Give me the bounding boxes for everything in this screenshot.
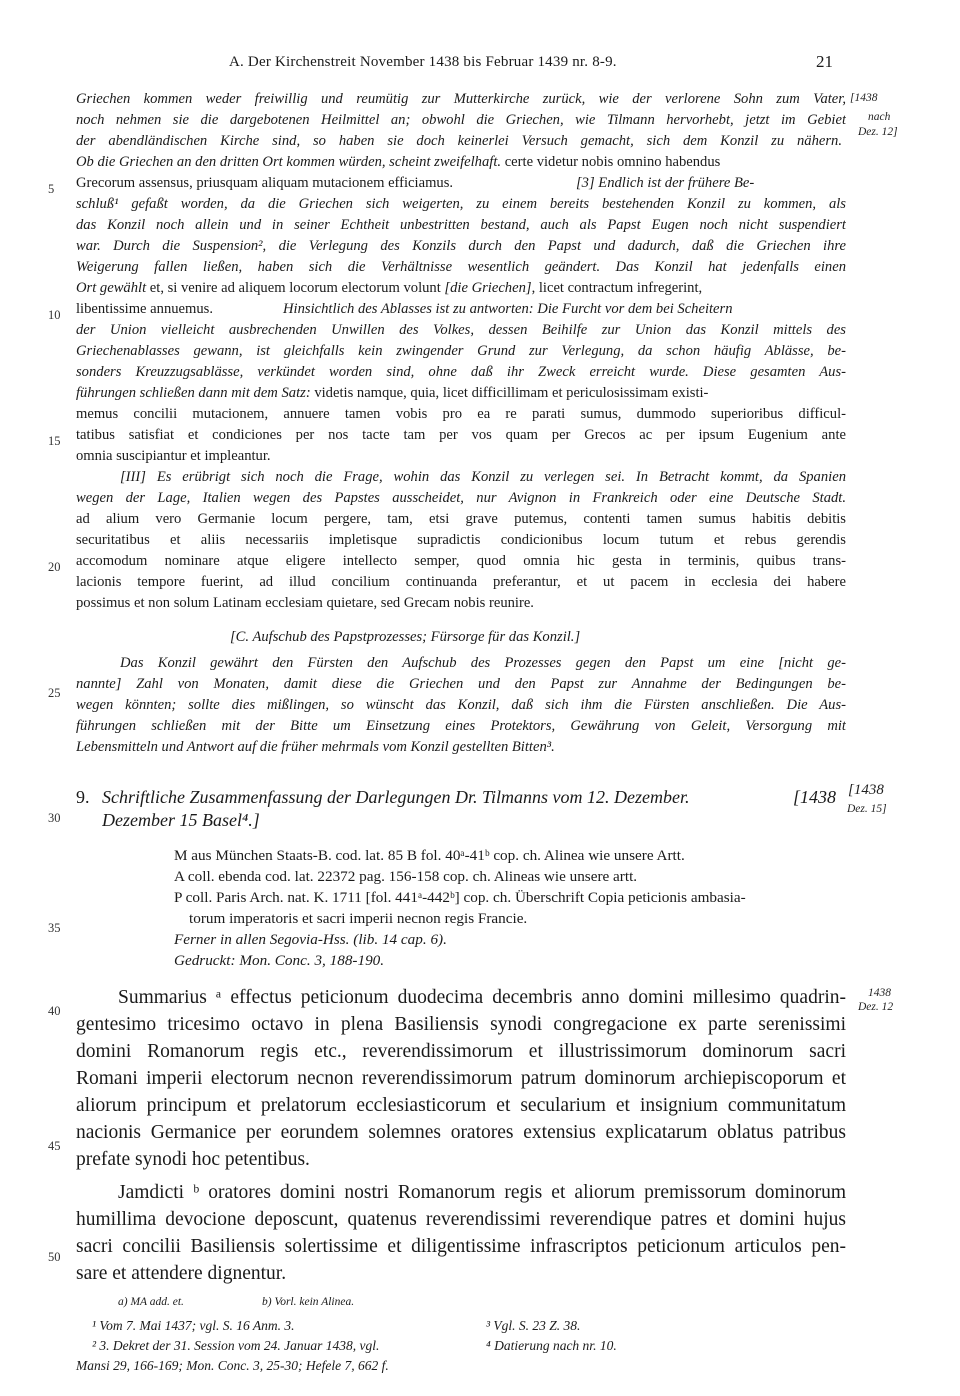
source-line: torum imperatoris et sacri imperii necnon regis Francie.	[189, 910, 528, 927]
text-run: Ort gewählt	[76, 280, 147, 296]
footnote: ⁴ Datierung nach nr. 10.	[486, 1338, 617, 1353]
line-number: 30	[48, 811, 61, 825]
body-line: domini Romanorum regis etc., reverendissimorum et illustrissimorum dominorum sacri	[76, 1041, 846, 1062]
footnote: ¹ Vom 7. Mai 1437; vgl. S. 16 Anm. 3.	[92, 1318, 295, 1333]
footnote: ² 3. Dekret der 31. Session vom 24. Januar 1438, vgl.	[92, 1338, 380, 1353]
text-line: omnia suscipiantur et impleantur.	[76, 448, 271, 464]
page-header	[0, 52, 960, 76]
section-heading: [C. Aufschub des Papstprozesses; Fürsorge für das Konzil.]	[230, 629, 581, 645]
text-line: Griechen kommen weder freiwillig und reumütig zur Mutterkirche zurück, wie der verlorene Sohn zum Vater,	[76, 91, 846, 107]
line-number: 20	[48, 560, 61, 574]
text-line: accomodum nominare atque eligere intellecto semper, quod omnia hic gesta in terminis, quibus trans-	[76, 553, 846, 569]
text-run: certe videtur nobis omnino habendus	[501, 154, 721, 170]
text-line: sonders Kreuzzugsablässe, verkündet worden sind, ohne daß ihr Zweck erreicht wurde. Diese gesamten Aus-	[76, 364, 846, 380]
text-line: nannte] Zahl von Monaten, damit diese die Griechen und den Papst zur Annahme der Bedingungen be-	[76, 676, 846, 692]
text-run: videtis namque, quia, licet difficillimam et periculosissimam existi-	[310, 385, 709, 401]
body-line: Romani imperii electorum necnon reverendissimorum patrum dominorum archiepiscoporum et	[76, 1068, 846, 1089]
text-run: führungen schließen dann mit dem Satz:	[76, 385, 311, 401]
text-line: wegen könnten; sollte dies mißlingen, so wünscht das Konzil, daß sich ihm die Fürsten anschließen. Die Aus-	[76, 697, 846, 713]
text-run: Grecorum assensus, priusquam aliquam mutacionem efficiamus.	[76, 175, 454, 191]
line-number: 25	[48, 686, 61, 700]
source-line: A coll. ebenda cod. lat. 22372 pag. 156-158 cop. ch. Alineas wie unsere artt.	[174, 868, 638, 885]
text-line: tatibus satisfiat et condiciones per nos tacte tam per vos quam per Grecos ac per ipsum Eugenium ante	[76, 427, 846, 443]
body-line: Jamdicti ᵇ oratores domini nostri Romanorum regis et aliorum premissorum dominorum	[118, 1182, 846, 1203]
text-line	[76, 383, 846, 404]
document-number: 9.	[76, 787, 90, 807]
margin-date: [1438	[848, 782, 884, 798]
text-line: noch nehmen sie die dargebotenen Heilmittel an; obwohl die Griechen, wie Tilmann hervorhebt, jetzt im Gebiet	[76, 112, 846, 128]
text-line: lacionis tempore fuerint, ad illud concilium continuanda preferantur, et ut pacem in ecclesia dei habere	[76, 574, 846, 590]
text-line: war. Durch die Suspension², die Verlegung des Konzils durch den Papst und dadurch, daß die Griechen ihre	[76, 238, 846, 254]
document-title-text: Schriftliche Zusammenfassung der Darlegungen Dr. Tilmanns vom 12. Dezember.	[102, 787, 690, 807]
text-line: Weigerung fallen ließen, haben sich die Verhältnisse wesentlich geändert. Das Konzil hat jedenfalls einen	[76, 259, 846, 275]
margin-date: Dez. 12]	[858, 126, 898, 138]
text-run: et, si venire ad aliquem locorum electorum volunt	[146, 280, 445, 296]
source-line: Gedruckt: Mon. Conc. 3, 188-190.	[174, 952, 385, 969]
text-run: Ob die Griechen an den dritten Ort kommen würden, scheint zweifelhaft.	[76, 154, 502, 170]
line-number: 5	[48, 182, 55, 196]
body-line: nacionis Germanice per eorundem solemnes oratores extensius explicatarum oblatus patribus	[76, 1122, 846, 1143]
source-line: M aus München Staats-B. cod. lat. 85 B fol. 40ᵃ-41ᵇ cop. ch. Alinea wie unsere Artt.	[174, 847, 685, 864]
text-line: [III] Es erübrigt sich noch die Frage, wohin das Konzil zu verlegen sei. In Betracht kommt, da Spanien	[120, 469, 846, 485]
source-line: Ferner in allen Segovia-Hss. (lib. 14 cap. 6).	[174, 931, 447, 948]
text-line	[76, 278, 846, 299]
text-line	[76, 299, 846, 320]
text-run: [die Griechen]	[444, 280, 532, 296]
line-number: 40	[48, 1004, 61, 1018]
document-title-date: [1438	[793, 787, 837, 807]
text-line: schluß¹ gefaßt worden, da die Griechen sich weigerten, zu einem bereits bestehenden Konzil zu kommen, als	[76, 196, 846, 212]
margin-date: Dez. 12	[858, 1001, 894, 1013]
text-line	[76, 173, 846, 194]
line-number: 15	[48, 434, 61, 448]
text-line: securitatibus et aliis necessariis impletisque supradictis condicionibus locum tutum et rebus gerendis	[76, 532, 846, 548]
text-line: ad alium vero Germanie locum pergere, tam, etsi grave putemus, contenti tamen sumus habitis debitis	[76, 511, 846, 527]
line-number: 10	[48, 308, 61, 322]
text-run: Hinsichtlich des Ablasses ist zu antworten: Die Furcht vor dem bei Scheitern	[283, 301, 733, 317]
text-line: der Union vielleicht ausbrechenden Unwillen des Volkes, dessen Beihilfe zur Union das Konzil mittels des	[76, 322, 846, 338]
body-line: sacri concilii Basiliensis solertissime et diligentissime infrascriptos peticionum articulos pen-	[76, 1236, 846, 1257]
body-line: aliorum principum et prelatorum ecclesiasticorum et secularium et insignium communitatum	[76, 1095, 846, 1116]
text-line: das Konzil noch allein und in seiner Echtheit unbestritten bestand, auch als Papst Eugen noch nicht suspendiert	[76, 217, 846, 233]
document-title	[76, 785, 846, 809]
text-line: Das Konzil gewährt den Fürsten den Aufschub des Prozesses gegen den Papst um eine [nicht ge-	[120, 655, 846, 671]
body-line: prefate synodi hoc petentibus.	[76, 1149, 310, 1170]
body-line: sare et attendere dignentur.	[76, 1263, 287, 1284]
text-run: , licet contractum infregerint,	[531, 280, 703, 296]
line-number: 35	[48, 921, 61, 935]
text-line: der abendländischen Kirche sind, so haben sie doch keinerlei Versuch gemacht, sich dem Konzil zu nähern.	[76, 133, 842, 149]
page-number: 21	[816, 52, 833, 71]
text-run: libentissime annuemus.	[76, 301, 214, 317]
line-number: 50	[48, 1250, 61, 1264]
text-line: Lebensmitteln und Antwort auf die früher mehrmals vom Konzil gestellten Bitten³.	[76, 739, 555, 755]
footnote: ³ Vgl. S. 23 Z. 38.	[486, 1318, 581, 1333]
text-line: wegen der Lage, Italien wegen des Papstes ausscheidet, nur Avignon in Frankreich oder eine Deutsche Stadt.	[76, 490, 846, 506]
running-head: A. Der Kirchenstreit November 1438 bis Februar 1439 nr. 8-9.	[229, 54, 617, 70]
footnote: Mansi 29, 166-169; Mon. Conc. 3, 25-30; Hefele 7, 662 f.	[76, 1358, 389, 1373]
line-number: 45	[48, 1139, 61, 1153]
margin-date: 1438	[868, 987, 891, 999]
margin-date: [1438	[850, 92, 878, 104]
text-line	[76, 152, 846, 173]
text-line: possimus et non solum Latinam ecclesiam quietare, sed Grecam nobis reunire.	[76, 595, 534, 611]
body-line: humillima devocione deposcunt, quatenus reverendissimi reverendique patres et domini hujus	[76, 1209, 846, 1230]
text-line: führungen schließen mit der Bitte um Einsetzung eines Protektors, Gewährung von Geleit, Versorgung mit	[76, 718, 846, 734]
text-line: memus concilii mutacionem, annuere tamen vobis pro ea re parati sumus, dummodo superioribus difficul-	[76, 406, 846, 422]
apparatus-note: b) Vorl. kein Alinea.	[262, 1296, 355, 1308]
margin-date: nach	[868, 111, 891, 123]
source-line: P coll. Paris Arch. nat. K. 1711 [fol. 441ᵃ-442ᵇ] cop. ch. Überschrift Copia peticionis ambasia-	[174, 889, 746, 906]
margin-date: Dez. 15]	[847, 803, 887, 815]
apparatus-note: a) MA add. et.	[118, 1296, 184, 1308]
document-title-line-2: Dezember 15 Basel⁴.]	[102, 810, 260, 830]
text-line: Griechenablasses gewann, ist gleichfalls kein zwingender Grund zur Verlegung, da schon häufig Ablässe, be-	[76, 343, 846, 359]
body-line: gentesimo tricesimo octavo in plena Basiliensis synodi congregacione ex parte serenissimi	[76, 1014, 846, 1035]
body-line: Summarius ᵃ effectus peticionum duodecima decembris anno domini millesimo quadrin-	[118, 987, 846, 1008]
text-run: [3] Endlich ist der frühere Be-	[576, 175, 755, 191]
